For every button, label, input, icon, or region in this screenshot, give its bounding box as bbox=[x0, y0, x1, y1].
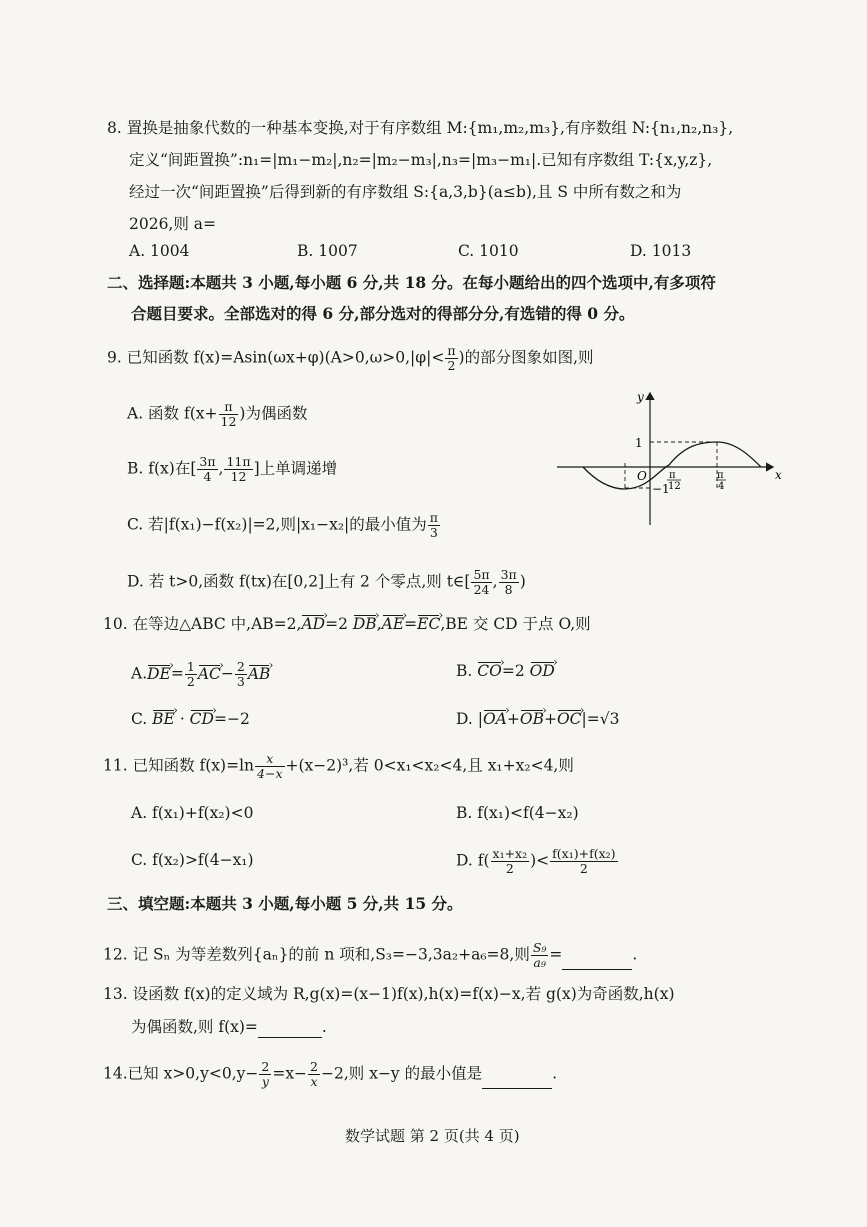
q8-line1: 8. 置换是抽象代数的一种基本变换,对于有序数组 M:{m₁,m₂,m₃},有序数组 N:{n₁,n₂,n₃}, bbox=[107, 119, 734, 137]
q11-option-a: A. f(x₁)+f(x₂)<0 bbox=[131, 804, 254, 822]
page-footer: 数学试题 第 2 页(共 4 页) bbox=[345, 1127, 520, 1145]
q12-stem: 12. 记 Sₙ 为等差数列{aₙ}的前 n 项和,S₃=−3,3a₂+a₆=8,则 $\frac{\text{S₉}}{\text{a₉}}$ = . bbox=[103, 940, 638, 970]
y-axis-label: y bbox=[637, 390, 644, 404]
q8-line3: 经过一次“间距置换”后得到新的有序数组 S:{a,3,b}(a≤b),且 S 中所有数之和为 bbox=[129, 183, 682, 201]
q9-option-d: D. 若 t>0,函数 f(tx)在[0,2]上有 2 个零点,则 t∈[ $\frac{5\pi}{24}$ , $\frac{3\pi}{8}$ ) bbox=[127, 567, 526, 597]
section2-heading-line2: 合题目要求。全部选对的得 6 分,部分选对的得部分分,有选错的得 0 分。 bbox=[131, 304, 635, 323]
q11-stem: 11. 已知函数 f(x)=ln $\frac{x}{4-x}$ +(x−2)³,若 0<x₁<x₂<4,且 x₁+x₂<4,则 bbox=[103, 751, 574, 781]
q8-option-a: A. 1004 bbox=[129, 242, 190, 260]
q11-option-d: D. f( $\frac{\text{x₁+x₂}}{2}$ )< $\frac{\text{f(x₁)+f(x₂)}}{2}$ bbox=[456, 846, 616, 876]
q9-stem: 9. 已知函数 f(x)=Asin(ωx+φ)(A>0,ω>0,|φ|< $\frac{\pi}{2}$ )的部分图象如图,则 bbox=[107, 343, 594, 373]
y-tick-one: 1 bbox=[635, 436, 643, 450]
q9-stem-fraction: $\frac{\pi}{2}$ bbox=[447, 343, 456, 373]
q9-option-b: B. f(x)在[ $\frac{3\pi}{4}$ , $\frac{11\pi}{12}$ ]上单调递增 bbox=[127, 454, 338, 484]
q14-answer-blank[interactable] bbox=[482, 1088, 552, 1089]
x-tick-pi-over-4-den: 4 bbox=[718, 481, 725, 492]
x-tick-pi-over-12-den: 12 bbox=[668, 481, 681, 492]
q12-answer-blank[interactable] bbox=[562, 969, 632, 970]
q10-stem: 10. 在等边△ABC 中,AB=2,AD ›=2 DB ›,AE ›=EC ›,BE 交 CD 于点 O,则 bbox=[103, 613, 591, 635]
q8-option-c: C. 1010 bbox=[458, 242, 519, 260]
section2-heading-line1: 二、选择题:本题共 3 小题,每小题 6 分,共 18 分。在每小题给出的四个选项中,有多项符 bbox=[107, 273, 716, 292]
q10-option-a: A.DE ›= $\frac{1}{2}$ AC ›− $\frac{2}{3}$ AB › bbox=[131, 660, 270, 689]
q13-line2: 为偶函数,则 f(x)= . bbox=[131, 1018, 327, 1036]
q10-option-c: C. BE › · CD ›=−2 bbox=[131, 708, 250, 730]
x-axis-label: x bbox=[775, 468, 782, 482]
q14-stem: 14.已知 x>0,y<0,y− $\frac{2}{y}$ =x− $\frac{2}{x}$ −2,则 x−y 的最小值是 . bbox=[103, 1059, 558, 1089]
y-tick-neg-one: −1 bbox=[652, 482, 670, 496]
q10-option-d: D. |OA ›+OB ›+OC ›|=√3 bbox=[456, 708, 620, 730]
x-tick-pi-over-4-num: π bbox=[717, 470, 724, 481]
q8-option-d: D. 1013 bbox=[630, 242, 692, 260]
q13-answer-blank[interactable] bbox=[258, 1037, 322, 1038]
q11-option-c: C. f(x₂)>f(4−x₁) bbox=[131, 851, 254, 869]
q8-line2: 定义“间距置换”:n₁=|m₁−m₂|,n₂=|m₂−m₃|,n₃=|m₃−m₁|.已知有序数组 T:{x,y,z}, bbox=[129, 151, 713, 169]
q11-option-b: B. f(x₁)<f(4−x₂) bbox=[456, 804, 579, 822]
q9-option-c: C. 若|f(x₁)−f(x₂)|=2,则|x₁−x₂|的最小值为 $\frac{\pi}{3}$ bbox=[127, 510, 439, 540]
section3-heading: 三、填空题:本题共 3 小题,每小题 5 分,共 15 分。 bbox=[107, 894, 463, 913]
q9-option-a: A. 函数 f(x+ $\frac{\pi}{12}$ )为偶函数 bbox=[127, 399, 308, 429]
q8-option-b: B. 1007 bbox=[297, 242, 358, 260]
x-tick-pi-over-12-num: π bbox=[669, 470, 676, 481]
q13-line1: 13. 设函数 f(x)的定义域为 R,g(x)=(x−1)f(x),h(x)=f(x)−x,若 g(x)为奇函数,h(x) bbox=[103, 985, 675, 1003]
origin-label: O bbox=[637, 469, 647, 483]
q10-option-b: B. CO ›=2 OD › bbox=[456, 660, 555, 682]
q9-sine-graph bbox=[555, 385, 790, 530]
q8-line4: 2026,则 a= bbox=[129, 215, 217, 233]
